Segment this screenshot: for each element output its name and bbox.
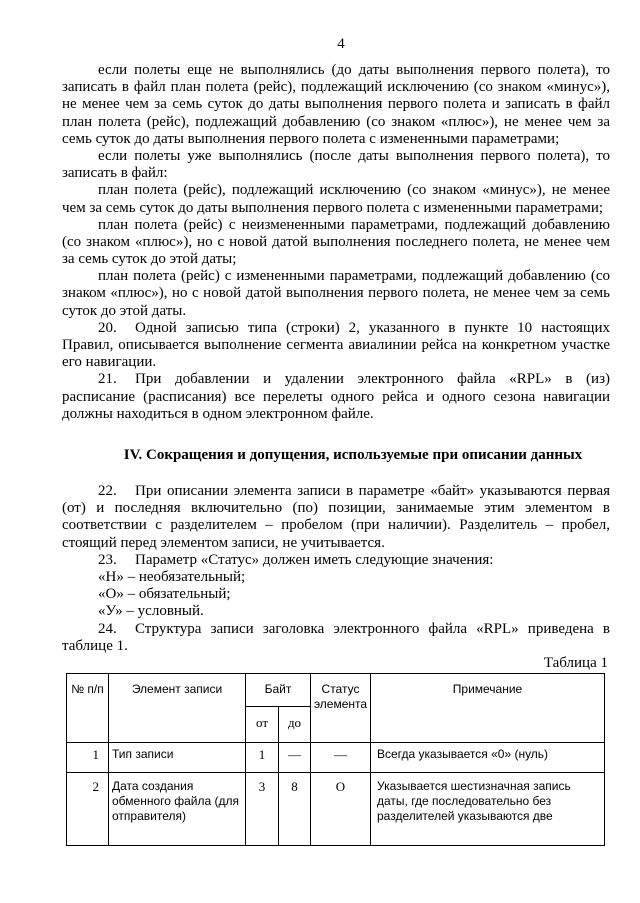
paragraph-number: 24. xyxy=(98,620,117,637)
note-line: даты, где последовательно без xyxy=(377,794,552,808)
note-line: Всегда указывается «0» (нуль) xyxy=(377,747,549,761)
text-line xyxy=(62,483,610,500)
element-name xyxy=(109,743,246,773)
element-name-line: Тип записи xyxy=(112,747,174,761)
text-line: план полета (рейс) с измененными параметрами, подлежащий добавлению (со xyxy=(98,268,610,285)
table-row xyxy=(67,773,605,846)
note xyxy=(371,743,605,773)
text-line xyxy=(62,320,610,337)
table-row xyxy=(67,743,605,773)
text-line: план полета (рейс), подлежащий добавлению (со знаком «плюс»), не менее чем за xyxy=(62,113,610,130)
paragraph xyxy=(62,62,610,148)
text-line: (со знаком «плюс»), но с новой датой выполнения последнего полета, не менее чем xyxy=(62,233,610,250)
note-line: разделителей указываются две xyxy=(377,809,553,823)
section-text-b xyxy=(62,483,610,672)
text-line: суток до этой даты. xyxy=(62,302,187,319)
paragraph xyxy=(62,217,610,269)
text-line: соответствии с разделителем – пробелом (при наличии). Разделитель – пробел, xyxy=(62,517,610,534)
page-number: 4 xyxy=(337,36,345,52)
text-line: план полета (рейс), подлежащий исключению (со знаком «минус»), не менее xyxy=(98,182,610,199)
text-line: если полеты еще не выполнялись (до даты выполнения первого полета), то xyxy=(98,62,610,78)
paragraph-23 xyxy=(62,552,610,569)
note-line: Указывается шестизначная запись xyxy=(377,779,571,793)
record-structure-table xyxy=(66,673,605,846)
text-line xyxy=(62,371,610,388)
element-name-line: отправителя) xyxy=(112,809,186,823)
paragraph xyxy=(62,268,610,320)
header-note: Примечание xyxy=(371,674,605,743)
header-element: Элемент записи xyxy=(109,674,246,743)
byte-to: 8 xyxy=(279,773,311,846)
header-bytes: Байт xyxy=(246,674,311,707)
paragraph-24 xyxy=(62,621,610,655)
text-line: Правил, описывается выполнение сегмента авиалинии рейса на конкретном участке xyxy=(62,337,610,353)
text-line-content: Параметр «Статус» должен иметь следующие значения: xyxy=(135,551,494,568)
text-line: «У» – условный. xyxy=(98,603,204,620)
table-caption: Таблица 1 xyxy=(543,654,608,671)
byte-to: — xyxy=(279,743,311,773)
byte-from: 1 xyxy=(246,743,279,773)
text-line: семь суток до даты выполнения первого полета с измененными параметрами; xyxy=(62,130,560,147)
paragraph xyxy=(62,182,610,216)
text-line: расписание (расписания) все перелеты одного рейса и одного сезона навигации xyxy=(62,388,610,405)
element-status: О xyxy=(311,773,371,846)
text-line-content: Одной записью типа (строки) 2, указанного в пункте 10 настоящих xyxy=(135,319,610,336)
text-line-content: При добавлении и удалении электронного файла «RPL» в (из) xyxy=(135,371,610,388)
status-value-item xyxy=(62,569,610,586)
paragraph-number: 20. xyxy=(98,319,117,336)
header-status: Статус элемента xyxy=(311,674,371,743)
header-bytes-to: до xyxy=(279,707,311,743)
text-line: «О» – обязательный; xyxy=(98,586,231,603)
table-header-row xyxy=(67,674,605,707)
text-line: «Н» – необязательный; xyxy=(98,568,246,585)
text-line xyxy=(62,552,610,569)
element-name xyxy=(109,773,246,846)
header-row-number: № п/п xyxy=(67,674,109,743)
byte-from: 3 xyxy=(246,773,279,846)
text-line: за семь суток до этой даты; xyxy=(62,251,237,268)
section-text-a xyxy=(62,62,610,423)
text-line xyxy=(62,621,610,638)
text-line: не менее чем за семь суток до даты выполнения первого полета и записать в файл xyxy=(62,96,610,113)
text-line: записать в файл: xyxy=(62,165,168,182)
text-line: (от) и последняя включительно (по) позиции, занимаемые этим элементом в xyxy=(62,500,610,517)
text-line: знаком «плюс»), но с новой датой выполнения первого полета, не менее чем за семь xyxy=(62,285,610,302)
element-name-line: Дата создания xyxy=(112,779,194,793)
section-heading: IV. Сокращения и допущения, используемые при описании данных xyxy=(123,447,583,463)
text-line: его навигации. xyxy=(62,354,157,371)
element-status: — xyxy=(311,743,371,773)
paragraph xyxy=(62,148,610,182)
note xyxy=(371,773,605,846)
status-value-item xyxy=(62,586,610,603)
header-bytes-from: от xyxy=(246,707,279,743)
text-line-content: Структура записи заголовка электронного файла «RPL» приведена в xyxy=(135,620,610,637)
text-line-content: При описании элемента записи в параметре «байт» указываются первая xyxy=(135,483,610,499)
row-number: 2 xyxy=(67,773,109,846)
status-value-item xyxy=(62,603,610,620)
paragraph-21 xyxy=(62,371,610,423)
element-name-line: обменного файла (для xyxy=(112,794,240,808)
text-line: стоящий перед элементом записи, не учитывается. xyxy=(62,534,385,551)
text-line: таблице 1. xyxy=(62,637,128,654)
paragraph-number: 22. xyxy=(98,483,117,499)
paragraph-number: 21. xyxy=(98,371,117,388)
paragraph-22 xyxy=(62,483,610,552)
paragraph-20 xyxy=(62,320,610,372)
text-line: если полеты уже выполнялись (после даты выполнения первого полета), то xyxy=(98,147,610,164)
row-number: 1 xyxy=(67,743,109,773)
paragraph-number: 23. xyxy=(98,551,117,568)
text-line: чем за семь суток до даты выполнения первого полета с измененными параметрами; xyxy=(62,199,604,216)
text-line: план полета (рейс) с неизмененными параметрами, подлежащий добавлению xyxy=(98,216,610,233)
text-line: должны находиться в одном электронном файле. xyxy=(62,405,374,422)
text-line: записать в файл план полета (рейс), подлежащий исключению (со знаком «минус»), xyxy=(62,79,610,96)
